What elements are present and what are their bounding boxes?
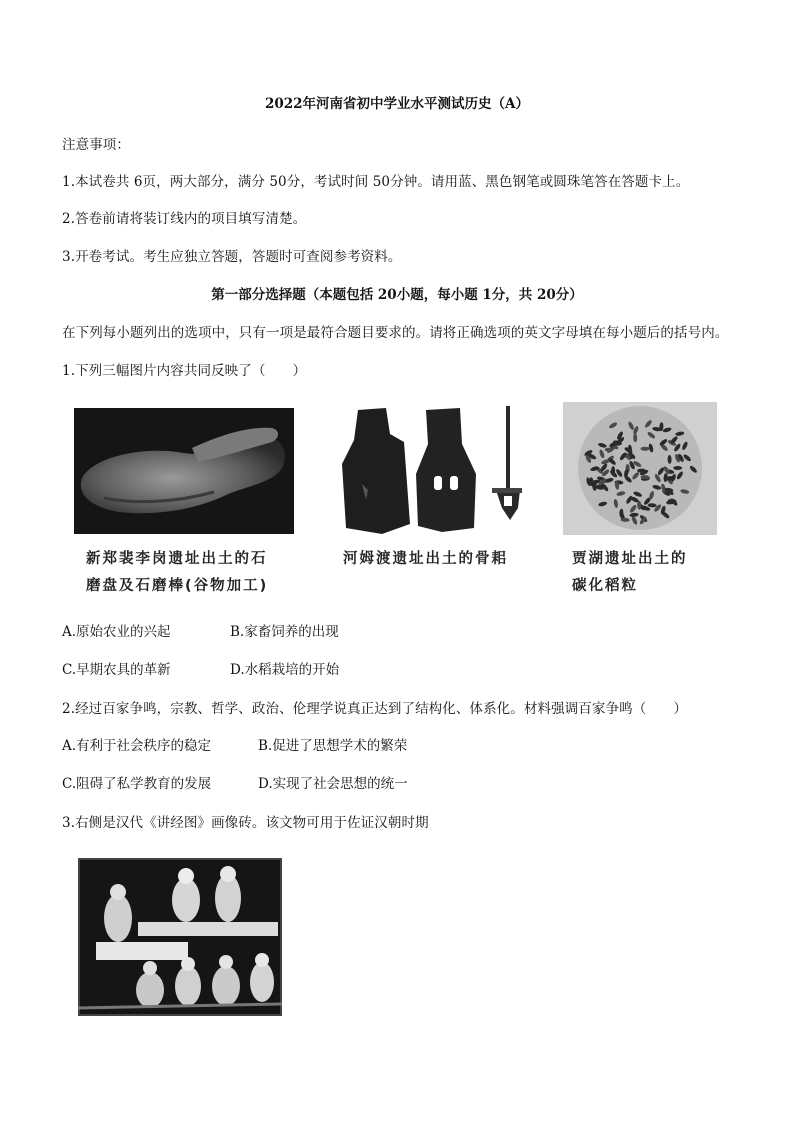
notice-item-2: 2.答卷前请将装订线内的项目填写清楚。 bbox=[62, 211, 307, 227]
q1-option-a[interactable]: A.原始农业的兴起 bbox=[62, 624, 171, 640]
q3-stem: 3.右侧是汉代《讲经图》画像砖。该文物可用于佐证汉朝时期 bbox=[62, 815, 429, 831]
q2-option-a[interactable]: A.有利于社会秩序的稳定 bbox=[62, 738, 212, 754]
rice-grain bbox=[641, 447, 650, 451]
q2-option-d[interactable]: D.实现了社会思想的统一 bbox=[258, 776, 408, 792]
notice-heading: 注意事项： bbox=[62, 137, 130, 153]
notice-item-1: 1.本试卷共 6页，两大部分，满分 50分，考试时间 50分钟。请用蓝、黑色钢笔或圆珠笔答在答题卡上。 bbox=[62, 174, 690, 190]
grinding-stone-photo bbox=[74, 408, 294, 534]
bone-spade-image bbox=[338, 404, 522, 538]
rice-grain bbox=[673, 466, 682, 470]
q2-option-b[interactable]: B.促进了思想学术的繁荣 bbox=[258, 738, 408, 754]
caption-2-line-1: 河姆渡遗址出土的骨耜 bbox=[343, 551, 508, 567]
notice-item-3: 3.开卷考试。考生应独立答题，答题时可查阅参考资料。 bbox=[62, 249, 402, 265]
q1-stem: 1.下列三幅图片内容共同反映了（ ） bbox=[62, 363, 307, 379]
carbonized-rice-image bbox=[563, 402, 717, 535]
caption-1-line-1: 新郑裴李岗遗址出土的石 bbox=[86, 551, 268, 567]
caption-1-line-2: 磨盘及石磨棒(谷物加工) bbox=[86, 578, 269, 594]
q1-option-b[interactable]: B.家畜饲养的出现 bbox=[230, 624, 339, 640]
part1-instruction: 在下列每小题列出的选项中，只有一项是最符合题目要求的。请将正确选项的英文字母填在每小题后的括号内。 bbox=[62, 325, 729, 341]
bone-spade-photo bbox=[338, 404, 522, 538]
caption-3-line-1: 贾湖遗址出土的 bbox=[572, 551, 688, 567]
q1-option-d[interactable]: D.水稻栽培的开始 bbox=[230, 662, 340, 678]
grinding-stone-image bbox=[74, 408, 294, 534]
part1-heading: 第一部分选择题（本题包括 20小题，每小题 1分，共 20分） bbox=[211, 287, 583, 303]
caption-3-line-2: 碳化稻粒 bbox=[572, 578, 638, 594]
q2-option-c[interactable]: C.阻碍了私学教育的发展 bbox=[62, 776, 212, 792]
carbonized-rice-photo bbox=[563, 402, 717, 535]
lecture-brick-image bbox=[78, 858, 282, 1016]
exam-title: 2022年河南省初中学业水平测试历史（A） bbox=[264, 96, 530, 112]
q1-option-c[interactable]: C.早期农具的革新 bbox=[62, 662, 171, 678]
lecture-brick-photo bbox=[78, 858, 282, 1016]
q2-stem: 2.经过百家争鸣，宗教、哲学、政治、伦理学说真正达到了结构化、体系化。材料强调百家争鸣（ ） bbox=[62, 701, 688, 717]
